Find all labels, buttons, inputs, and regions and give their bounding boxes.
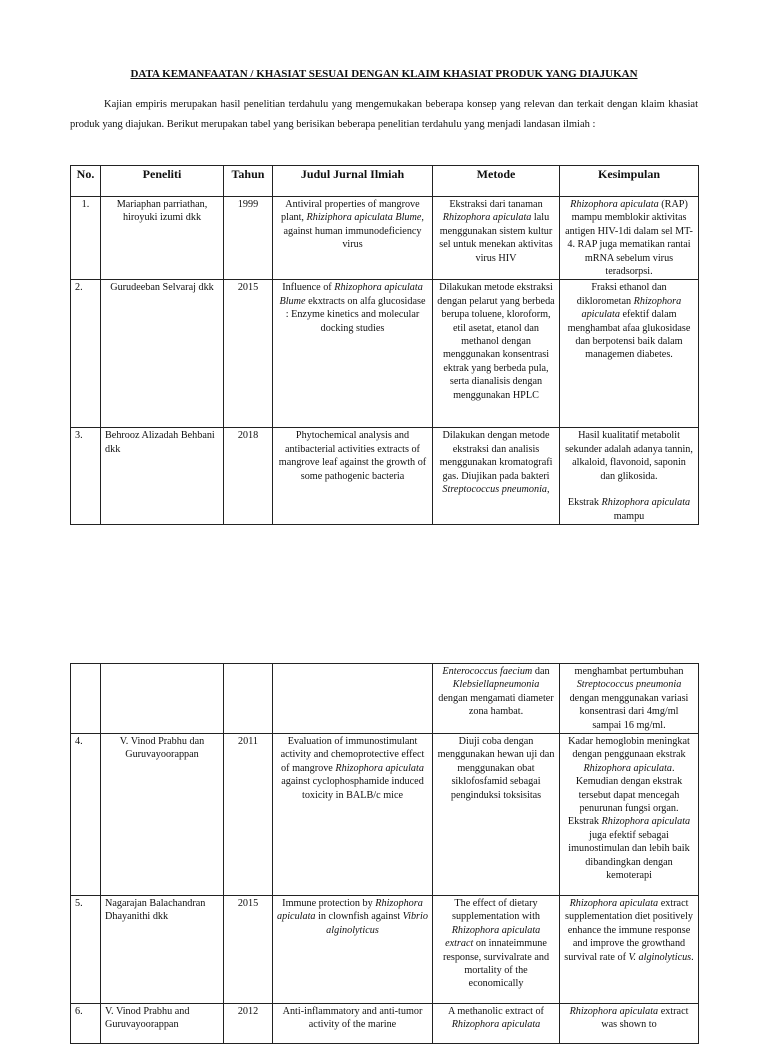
cell-tahun: 1999 [224,197,273,280]
cell-metode: A methanolic extract of Rhizophora apiculata [433,1004,560,1044]
cell-tahun: 2012 [224,1004,273,1044]
header-metode: Metode [433,166,560,197]
intro-paragraph: Kajian empiris merupakan hasil penelitian terdahulu yang mengemukakan beberapa konsep yang relevan dan terkait dengan klaim khasiat produk yang diajukan. Berikut merupakan tabel yang berisikan beberapa penelitian terdahulu yang menjadi landasan ilmiah : [70,99,698,130]
cell-tahun: 2018 [224,428,273,525]
cell-metode: The effect of dietary supplementation with Rhizophora apiculata extract on innateimmune response, survivalrate and mortality of the economically [433,896,560,1004]
cell-judul: Anti-inflammatory and anti-tumor activity of the marine [273,1004,433,1044]
cell-peneliti [101,664,224,734]
cell-kesimpulan [560,428,699,525]
cell-kesimpulan: menghambat pertumbuhan Streptococcus pneumonia dengan menggunakan variasi konsentrasi dari 4mg/ml sampai 16 mg/ml. [560,664,699,734]
cell-judul: Immune protection by Rhizophora apiculata in clownfish against Vibrio alginolyticus [273,896,433,1004]
cell-tahun: 2015 [224,896,273,1004]
cell-no: 3. [71,428,101,525]
cell-judul: Evaluation of immunostimulant activity and chemoprotective effect of mangrove Rhizophora apiculata against cyclophosphamide induced toxicity in BALB/c mice [273,734,433,896]
table-row [71,428,699,525]
cell-peneliti: Gurudeeban Selvaraj dkk [101,280,224,428]
cell-peneliti: Nagarajan Balachandran Dhayanithi dkk [101,896,224,1004]
cell-tahun: 2011 [224,734,273,896]
table-row [71,280,699,428]
table-row-continued [71,664,699,734]
cell-tahun: 2015 [224,280,273,428]
table-row [71,197,699,280]
cell-metode: Dilakukan dengan metode ekstraksi dan analisis menggunakan kromatografi gas. Diujikan pada bakteri Streptococcus pneumonia, [433,428,560,525]
kesimpulan-part-a: Hasil kualitatif metabolit sekunder adalah adanya tannin, alkaloid, flavonoid, saponin dan glikosida. [565,430,693,482]
cell-judul: Phytochemical analysis and antibacterial activities extracts of mangrove leaf against the growth of some pathogenic bacteria [273,428,433,525]
cell-peneliti: V. Vinod Prabhu dan Guruvayoorappan [101,734,224,896]
header-tahun: Tahun [224,166,273,197]
cell-no: 4. [71,734,101,896]
cell-metode: Ekstraksi dari tanaman Rhizophora apiculata lalu menggunakan sistem kultur sel untuk menekan aktivitas virus HIV [433,197,560,280]
cell-no: 6. [71,1004,101,1044]
table-row [71,1004,699,1044]
cell-peneliti: V. Vinod Prabhu and Guruvayoorappan [101,1004,224,1044]
cell-judul: Antiviral properties of mangrove plant, Rhiziphora apiculata Blume, against human immunodeficiency virus [273,197,433,280]
header-no: No. [71,166,101,197]
kesimpulan-part-b: Ekstrak Rhizophora apiculata mampu [567,497,691,522]
research-table-continued [70,663,699,1044]
cell-kesimpulan: Rhizophora apiculata extract was shown to [560,1004,699,1044]
research-table [70,165,699,525]
cell-kesimpulan: Kadar hemoglobin meningkat dengan penggunaan ekstrak Rhizophora apiculata. Kemudian dengan ekstrak tersebut dapat mencegah penurunan fungsi organ. Ekstrak Rhizophora apiculata juga efektif sebagai imunostimulan dan lebih baik dibandingkan dengan kemoterapi [560,734,699,896]
cell-judul [273,664,433,734]
header-peneliti: Peneliti [101,166,224,197]
table-header-row [71,166,699,197]
cell-no: 1. [71,197,101,280]
table-row [71,734,699,896]
cell-judul: Influence of Rhizophora apiculata Blume ekxtracts on alfa glucosidase : Enzyme kinetics and molecular docking studies [273,280,433,428]
cell-no: 2. [71,280,101,428]
cell-metode: Diuji coba dengan menggunakan hewan uji dan menggunakan obat siklofosfamid sebagai penginduksi toksisitas [433,734,560,896]
cell-peneliti: Behrooz Alizadah Behbani dkk [101,428,224,525]
cell-tahun [224,664,273,734]
cell-kesimpulan: Fraksi ethanol dan diklorometan Rhizophora apiculata efektif dalam menghambat afaa glukosidase dan berpotensi baik dalam managemen diabetes. [560,280,699,428]
cell-kesimpulan: Rhizophora apiculata (RAP) mampu memblokir aktivitas antigen HIV-1di dalam sel MT-4. RAP juga mematikan rantai mRNA sebelum virus teradsorpsi. [560,197,699,280]
cell-kesimpulan: Rhizophora apiculata extract supplementation diet positively enhance the immune response and improve the growthand survival rate of V. alginolyticus. [560,896,699,1004]
cell-no: 5. [71,896,101,1004]
header-judul: Judul Jurnal Ilmiah [273,166,433,197]
cell-peneliti: Mariaphan parriathan, hiroyuki izumi dkk [101,197,224,280]
cell-no [71,664,101,734]
header-kesimpulan: Kesimpulan [560,166,699,197]
table-row [71,896,699,1004]
cell-metode: Enterococcus faecium dan Klebsiellapneumonia dengan mengamati diameter zona hambat. [433,664,560,734]
document-title: DATA KEMANFAATAN / KHASIAT SESUAI DENGAN KLAIM KHASIAT PRODUK YANG DIAJUKAN [130,68,638,80]
cell-metode: Dilakukan metode ekstraksi dengan pelarut yang berbeda berupa toluene, kloroform, etil asetat, etanol dan methanol dengan menggunakan konsentrasi ektrak yang berbeda pula, serta dianalisis dengan menggunakan HPLC [433,280,560,428]
